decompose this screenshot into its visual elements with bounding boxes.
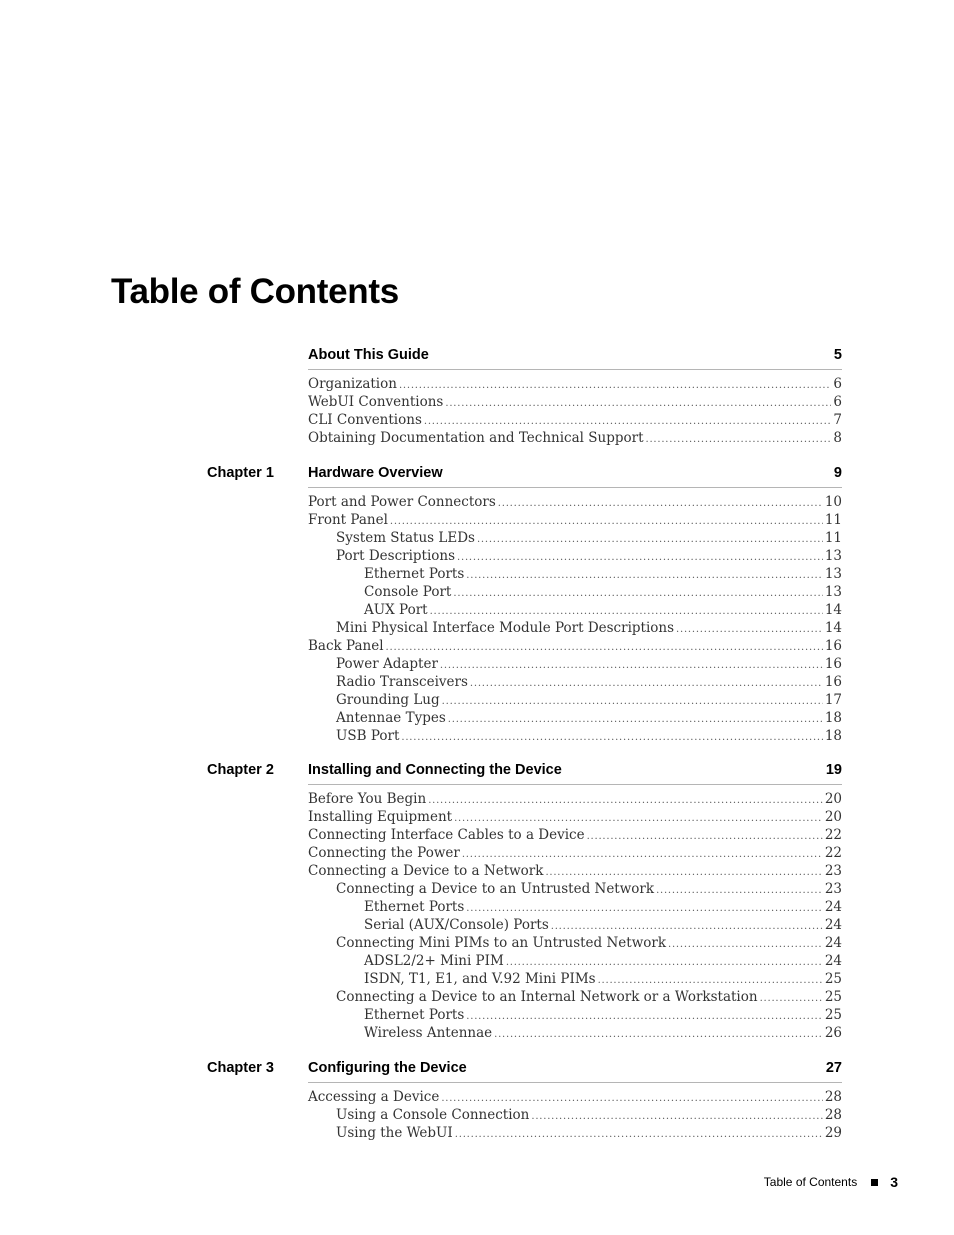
toc-entry[interactable] [308, 898, 842, 916]
page-title: Table of Contents [111, 272, 399, 311]
dot-leader [386, 639, 823, 657]
toc-entry[interactable] [308, 727, 842, 745]
toc-entry-page-number: 16 [824, 674, 842, 690]
toc-entry-page-number: 22 [824, 845, 842, 861]
toc-entry[interactable] [308, 844, 842, 862]
page-footer [764, 1174, 898, 1190]
toc-entry-title: Mini Physical Interface Module Port Descriptions [336, 620, 675, 636]
dot-leader [466, 1008, 823, 1026]
dot-leader [646, 431, 832, 449]
toc-entry[interactable] [308, 826, 842, 844]
toc-entry-page-number: 18 [824, 710, 842, 726]
toc-entry[interactable] [308, 411, 842, 429]
toc-entry[interactable] [308, 1024, 842, 1042]
toc-entry-page-number: 29 [824, 1125, 842, 1141]
toc-entry-page-number: 11 [824, 530, 842, 546]
toc-entry-page-number: 24 [824, 899, 842, 915]
toc-entry-title: Obtaining Documentation and Technical Support [308, 430, 644, 446]
dot-leader [656, 882, 823, 900]
toc-entry[interactable] [308, 988, 842, 1006]
toc-entry-page-number: 16 [824, 638, 842, 654]
toc-entry-page-number: 22 [824, 827, 842, 843]
toc-entry[interactable] [308, 790, 842, 808]
toc-entry-page-number: 13 [824, 548, 842, 564]
toc-entry-page-number: 7 [833, 412, 842, 428]
toc-entry[interactable] [308, 655, 842, 673]
dot-leader [760, 990, 823, 1008]
toc-entry-title: Connecting a Device to an Untrusted Network [336, 881, 655, 897]
toc-entry-title: ADSL2/2+ Mini PIM [364, 953, 504, 969]
toc-entry-title: Radio Transceivers [336, 674, 468, 690]
toc-entry-page-number: 6 [833, 376, 842, 392]
toc-entry-page-number: 13 [824, 566, 842, 582]
dot-leader [470, 675, 823, 693]
dot-leader [442, 693, 823, 711]
toc-entry[interactable] [308, 601, 842, 619]
toc-entry-title: Back Panel [308, 638, 384, 654]
toc-entry-page-number: 18 [824, 728, 842, 744]
toc-entry-page-number: 24 [824, 917, 842, 933]
toc-entry[interactable] [308, 493, 842, 511]
toc-entry-title: Ethernet Ports [364, 566, 465, 582]
section-title: Hardware Overview [308, 465, 443, 481]
toc-entry-page-number: 26 [824, 1025, 842, 1041]
toc-entry-title: Organization [308, 376, 397, 392]
section-heading[interactable] [308, 347, 842, 370]
section-page-number: 5 [833, 347, 842, 363]
toc-entry-title: Power Adapter [336, 656, 438, 672]
toc-entry-page-number: 28 [824, 1107, 842, 1123]
toc-entry-page-number: 14 [824, 620, 842, 636]
dot-leader [399, 377, 831, 395]
toc-entry-title: Ethernet Ports [364, 899, 465, 915]
dot-leader [494, 1026, 823, 1044]
toc-entry-title: WebUI Conventions [308, 394, 444, 410]
toc-entry[interactable] [308, 393, 842, 411]
toc-entry-page-number: 10 [824, 494, 842, 510]
toc-entry[interactable] [308, 619, 842, 637]
chapter-label: Chapter 3 [207, 1060, 274, 1076]
footer-label: Table of Contents [763, 1175, 858, 1189]
dot-leader [455, 1126, 823, 1144]
toc-entry[interactable] [308, 375, 842, 393]
toc-entry-title: Connecting a Device to a Network [308, 863, 544, 879]
toc-entry[interactable] [308, 1124, 842, 1142]
toc-entry-page-number: 24 [824, 953, 842, 969]
toc-entry-title: Port Descriptions [336, 548, 456, 564]
section-title: Installing and Connecting the Device [308, 762, 562, 778]
toc-entry-title: Ethernet Ports [364, 1007, 465, 1023]
toc-entry[interactable] [308, 637, 842, 655]
toc-entry[interactable] [308, 808, 842, 826]
toc-entry-title: Connecting Interface Cables to a Device [308, 827, 585, 843]
toc-entry[interactable] [308, 1088, 842, 1106]
section-heading[interactable] [308, 762, 842, 785]
toc-entry[interactable] [308, 547, 842, 565]
toc-entry[interactable] [308, 691, 842, 709]
dot-leader [457, 549, 823, 567]
toc-entry[interactable] [308, 862, 842, 880]
toc-entry-page-number: 11 [824, 512, 842, 528]
toc-entry-list [308, 790, 842, 1042]
dot-leader [428, 792, 823, 810]
section-title: About This Guide [308, 347, 429, 363]
toc-entry-page-number: 24 [824, 935, 842, 951]
toc-entry-page-number: 25 [824, 971, 842, 987]
toc-entry-page-number: 23 [824, 863, 842, 879]
toc-entry-title: Connecting Mini PIMs to an Untrusted Network [336, 935, 667, 951]
toc-entry[interactable] [308, 709, 842, 727]
toc-entry-list [308, 493, 842, 745]
chapter-label: Chapter 2 [207, 762, 274, 778]
toc-entry[interactable] [308, 1106, 842, 1124]
toc-entry-page-number: 8 [833, 430, 842, 446]
toc-entry[interactable] [308, 673, 842, 691]
dot-leader [448, 711, 823, 729]
toc-entry-page-number: 14 [824, 602, 842, 618]
toc-entry-page-number: 16 [824, 656, 842, 672]
dot-leader [668, 936, 823, 954]
toc-entry-title: Antennae Types [336, 710, 446, 726]
footer-page-number: 3 [890, 1174, 898, 1190]
toc-entry-title: Front Panel [308, 512, 388, 528]
toc-entry[interactable] [308, 429, 842, 447]
section-heading[interactable] [308, 1060, 842, 1083]
toc-entry-title: Connecting a Device to an Internal Network or a Workstation [336, 989, 758, 1005]
toc-entry-title: Grounding Lug [336, 692, 440, 708]
chapter-label: Chapter 1 [207, 465, 274, 481]
toc-entry[interactable] [308, 916, 842, 934]
dot-leader [498, 495, 823, 513]
dot-leader [466, 567, 823, 585]
toc-entry[interactable] [308, 529, 842, 547]
toc-entry-page-number: 13 [824, 584, 842, 600]
toc-entry-page-number: 20 [824, 809, 842, 825]
dot-leader [531, 1108, 822, 1126]
toc-entry-title: Serial (AUX/Console) Ports [364, 917, 549, 933]
toc-entry-title: CLI Conventions [308, 412, 422, 428]
toc-entry-title: Using a Console Connection [336, 1107, 530, 1123]
toc-entry-list [308, 375, 842, 447]
toc-entry-page-number: 25 [824, 989, 842, 1005]
toc-entry-title: AUX Port [364, 602, 428, 618]
toc-entry[interactable] [308, 1006, 842, 1024]
toc-entry-title: Port and Power Connectors [308, 494, 496, 510]
toc-entry[interactable] [308, 511, 842, 529]
dot-leader [440, 657, 823, 675]
dot-leader [445, 395, 831, 413]
toc-entry-title: Using the WebUI [336, 1125, 453, 1141]
toc-entry-list [308, 1088, 842, 1142]
section-heading[interactable] [308, 465, 842, 488]
toc-entry-title: Accessing a Device [308, 1089, 440, 1105]
toc-entry[interactable] [308, 583, 842, 601]
toc-entry[interactable] [308, 934, 842, 952]
dot-leader [453, 585, 822, 603]
dot-leader [401, 729, 822, 747]
section-page-number: 19 [825, 762, 842, 778]
toc-entry-title: ISDN, T1, E1, and V.92 Mini PIMs [364, 971, 596, 987]
toc-entry-page-number: 23 [824, 881, 842, 897]
section-page-number: 27 [825, 1060, 842, 1076]
toc-entry[interactable] [308, 970, 842, 988]
toc-entry[interactable] [308, 952, 842, 970]
toc-entry-title: Wireless Antennae [364, 1025, 493, 1041]
toc-entry-page-number: 28 [824, 1089, 842, 1105]
toc-entry[interactable] [308, 880, 842, 898]
toc-entry-page-number: 6 [833, 394, 842, 410]
square-bullet-icon [871, 1179, 878, 1186]
section-page-number: 9 [833, 465, 842, 481]
toc-entry-page-number: 17 [824, 692, 842, 708]
toc-entry-title: Before You Begin [308, 791, 427, 807]
dot-leader [587, 828, 823, 846]
toc-entry-title: USB Port [336, 728, 400, 744]
toc-entry-title: Connecting the Power [308, 845, 460, 861]
dot-leader [676, 621, 823, 639]
toc-entry-title: Installing Equipment [308, 809, 453, 825]
section-title: Configuring the Device [308, 1060, 467, 1076]
dot-leader [477, 531, 823, 549]
toc-entry-page-number: 25 [824, 1007, 842, 1023]
toc-entry-title: System Status LEDs [336, 530, 475, 546]
toc-entry[interactable] [308, 565, 842, 583]
toc-entry-title: Console Port [364, 584, 452, 600]
toc-entry-page-number: 20 [824, 791, 842, 807]
